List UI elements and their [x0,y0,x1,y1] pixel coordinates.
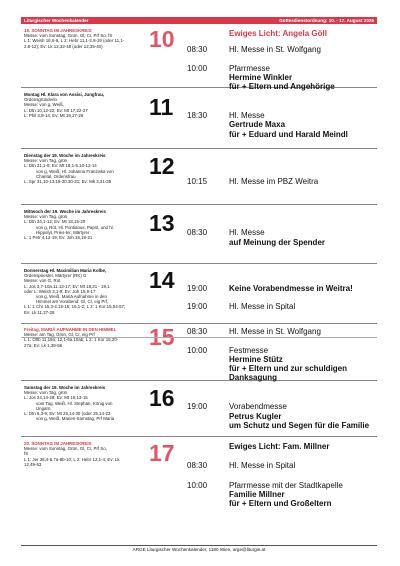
liturgy-line: L: 1 Petr 4,12-19; Ev: Joh 15,18-21 [24,235,93,241]
event-intention: für + Eltern und zur schuldigen [229,364,348,373]
event-time: 10:15 [187,177,208,186]
day-block-13 [21,207,377,264]
liturgy-line: L: Phil 3,8-14; Ev: Mt 19,27-29 [24,112,84,118]
liturgy-line: Ordensgründerin [24,97,57,103]
event-time: 10:00 [187,481,208,490]
event-person: Familie Millner [229,490,285,499]
liturgy-line: Ungarn [36,405,51,411]
event-text: Hl. Messe in St. Wolfgang [229,45,321,54]
liturgy-text [24,28,149,49]
event-person: Petrus Kugler [229,412,282,421]
event-intention: für + Eltern und Großeltern [229,499,332,508]
day-number: 15 [149,324,175,350]
day-number: 17 [149,440,175,466]
liturgy-line: L: Dtn 31,1-8; Ev: Mt 18,1-5.10-12-14 [24,163,97,169]
liturgy-line: von g, Weiß, Mariä Aufnahme in den [36,294,107,300]
day-number: 14 [149,267,175,293]
day-block-14 [21,266,377,324]
liturgy-line: fS [24,451,29,457]
day-number: 12 [149,153,175,179]
event-text: Hl. Messe in Spital [229,302,296,311]
liturgy-heading: Mittwoch der 19. Woche im Jahreskreis [24,209,106,214]
liturgy-line: von g, Weiß, Hl. Johanna Franziska von [36,168,114,174]
liturgy-line: L: Jos 24,14-29; Ev: Mt 19,13-15 [24,395,88,401]
event-text: Hl. Messe in Spital [229,461,296,470]
header-left: Liturgischer Wochenkalender [24,18,89,23]
liturgy-line: oder L: Weish 3,1-9; Ev: Joh 15,9-17 [24,288,96,294]
day-block-10 [21,26,377,91]
event-time: 08:30 [187,228,208,237]
event-text: Hl. Messe [229,228,265,237]
event-time: 19:00 [187,284,208,293]
event-text: Pfarrmesse mit der Stadtkapelle [229,481,343,490]
liturgy-line: Messe: vom Tag, grün [24,214,68,220]
liturgy-line: L: Spr 31,10-13.19-20.30-31; Ev: Mk 3,31-35 [24,179,112,185]
event-person: Gertrude Maxa [229,120,286,129]
day-number: 13 [149,210,175,236]
liturgy-line: L 1: Offb 11,19a; 12,1-6a.10ab; L 2: 1 Kor 15,20- [24,337,119,343]
header-right: Gottesdienstordnung: 10. - 17. August 2025 [279,18,374,23]
liturgy-line: L 1: Weish 18,6-9, L 2: Hebr 11,1-2.8-19 (oder 11,1- [24,38,125,44]
liturgy-line: Ev: Lk 11,27-28 [24,309,55,315]
header-bar [21,17,377,24]
liturgy-line: vom Tag, Weiß, Hl. Stephan, König von [36,400,113,406]
liturgy-line: Hippolyt, Pries-ter, Märtyrer [36,229,90,235]
liturgy-text [24,385,149,421]
liturgy-line: 27a; Ev: Lk 1,39-56 [24,342,63,348]
event-text: Hl. Messe [229,111,265,120]
event-time: 19:00 [187,302,208,311]
liturgy-text [24,209,149,240]
event-time: 08:30 [187,461,208,470]
liturgy-line: L: Jos 3,7-10a.11.13-17; Ev: Mt 18,21 - 19,1 [24,283,110,289]
liturgy-text [24,92,149,118]
event-text: Ewiges Licht: Angela Göll [229,29,327,38]
event-text: Pfarrmesse [229,64,270,73]
day-block-12 [21,151,377,205]
event-text: Keine Vorabendmesse in Weitra! [229,284,353,293]
event-text: Hl. Messe im PBZ Weitra [229,177,319,186]
event-time: 08:30 [187,327,208,336]
event-time: 19:00 [187,402,208,411]
liturgy-heading: Samstag der 19. Woche im Jahreskreis [24,385,106,390]
event-intention: für + Eltern und Angehörige [229,82,335,91]
liturgy-line: 12,49-53 [24,461,42,467]
liturgy-heading: Dienstag der 19. Woche im Jahreskreis [24,153,106,158]
liturgy-line: Messe: vom Sonntag, Grün, Gl, Cr, Prf So, [24,446,107,452]
divider [21,337,377,338]
liturgy-line: L: Dtn 34,1-12; Ev: Mt 18,15-20 [24,219,86,225]
liturgy-line: 2.8-12); Ev: Lk 12,32-48 (oder 12,35-40) [24,43,103,49]
liturgy-line: Messe: am Tag, Grün, Gl, Cr, eig Prf [24,332,95,338]
liturgy-heading: 19. SONNTAG IM JAHRESKREIS [24,28,92,33]
event-intention: Danksagung [229,373,278,382]
event-intention: für + Eduard und Harald Meindl [229,130,348,139]
day-block-11 [21,90,377,149]
event-text: Hl. Messe in St. Wolfgang [229,327,321,336]
event-time: 10:00 [187,64,208,73]
liturgy-line: L 1: Jer 38,4-6.7a-8b-10; L 2: Hebr 12,1-4; Ev: Lk [24,456,120,462]
event-person: Hermine Winkler [229,73,293,82]
event-time: 08:30 [187,45,208,54]
event-person: Hermine Stütz [229,355,283,364]
liturgy-heading: 20. SONNTAG IM JAHRESKREIS [24,441,92,446]
liturgy-heading: Freitag, MARIÄ AUFNAHME IN DEN HIMMEL [24,327,117,332]
day-block-16 [21,383,377,437]
day-number: 11 [149,94,174,120]
liturgy-line: Messe: vom Tag, grün [24,158,68,164]
liturgy-line: L: Dtn 10,12-22; Ev: Mt 17,22-27 [24,107,88,113]
event-time: 10:00 [187,346,208,355]
liturgy-text [24,441,149,467]
liturgy-line: Messe: von G, Rot [24,278,61,284]
day-block-17 [21,439,377,513]
day-number: 16 [149,385,175,411]
liturgy-line: L: Dtn 6,3-9; Ev: Mt 25,14-30 (oder 25,14-23 [24,411,111,417]
liturgy-line: Messe: vom Sonntag, Grün, Gl, Cr, Prf So, fS [24,33,113,39]
liturgy-heading: Montag Hl. Klara von Assisi, Jungfrau, [24,92,105,97]
liturgy-heading: Donnerstag Hl. Maximilian Maria Kolbe, [24,268,107,273]
liturgy-line: Himmel am Vorabend: Gl, Cr, eig Prf, [36,299,109,305]
event-text: Ewiges Licht: Fam. Millner [229,442,330,451]
liturgy-line: Chantal, Ordensfrau [36,173,76,179]
liturgy-line: von g, Rot, Hl. Pontianus, Papst, und hl. [36,224,114,230]
liturgy-text [24,268,149,315]
liturgy-line: Messe: von g, Weiß, [24,102,64,108]
event-time: 18:30 [187,111,208,120]
day-block-15 [21,325,377,381]
event-text: Vorabendmesse [229,402,287,411]
liturgy-line: Messe: vom Tag, grün [24,390,68,396]
day-number: 10 [149,26,175,52]
liturgy-line: von g, Weiß, Marien-Samstag, Prf Maria [36,416,115,422]
liturgy-text [24,153,149,184]
event-intention: um Schutz und Segen für die Familie [229,421,370,430]
event-text: Festmesse [229,346,269,355]
liturgy-line: Ordenspriester, Märtyrer (RK) G [24,273,87,279]
footer: ARGE Liturgischer Wochenkalender, 1180 Wien, arge@liturgie.at [21,545,377,553]
liturgy-line: L 1: 1 Chr 15,3-4.15-16; 16,1-2; L 2: 1 Kor 15,54-57; [24,304,126,310]
event-intention: auf Meinung der Spender [229,238,326,247]
